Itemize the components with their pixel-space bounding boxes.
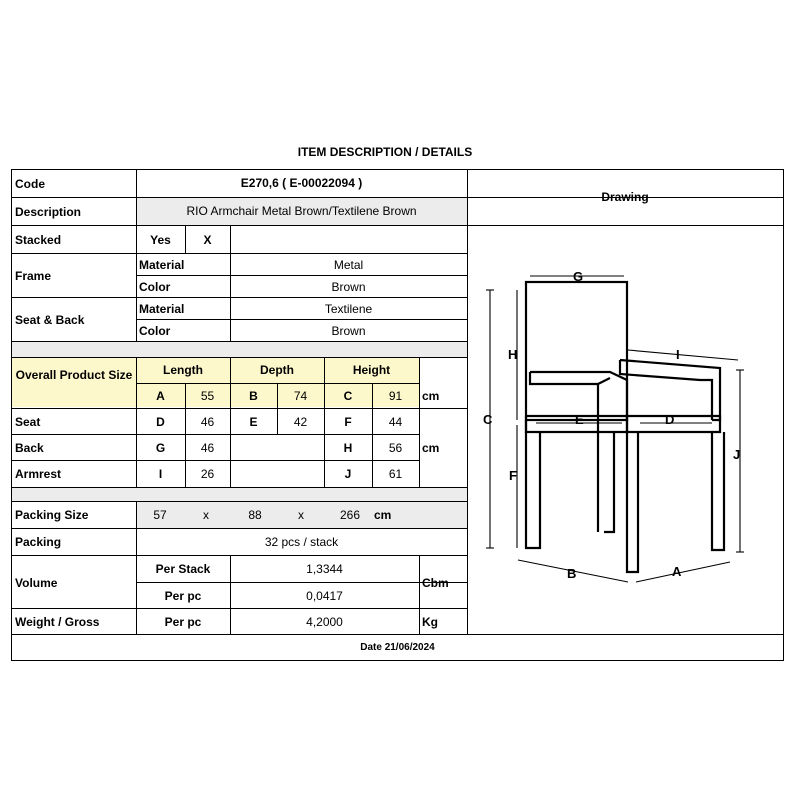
stacked-yes: Yes: [150, 233, 171, 247]
packing-size-width: 88: [248, 508, 262, 522]
rule: [136, 275, 467, 276]
rule: [12, 460, 419, 461]
back-label: Back: [15, 441, 44, 455]
height-header: Height: [352, 363, 391, 377]
dim-value-f: 44: [388, 415, 403, 429]
backrest-outline: [526, 282, 627, 420]
weight-value: 4,2000: [306, 615, 343, 629]
code-label: Code: [15, 177, 45, 191]
packing-size-x2: x: [298, 508, 304, 522]
packing-size-label: Packing Size: [15, 508, 89, 522]
diagram-letter-d: D: [665, 412, 675, 427]
rule: [12, 528, 467, 529]
dim-value-i: 26: [200, 467, 215, 481]
seat-back-material: Textilene: [324, 302, 373, 316]
dim-letter-j: J: [344, 467, 352, 481]
frame-material-label: Material: [139, 258, 185, 272]
dim-value-e: 42: [293, 415, 308, 429]
rule: [12, 357, 467, 358]
volume-label: Volume: [15, 576, 58, 590]
volume-per-pc: 0,0417: [306, 589, 343, 603]
rule: [467, 170, 468, 634]
rule: [12, 341, 467, 342]
rule: [12, 408, 467, 409]
code-value: E270,6 ( E-00022094 ): [240, 176, 363, 190]
dim-letter-b: B: [249, 389, 258, 403]
diagram-letter-c: C: [483, 412, 493, 427]
dim-value-h: 56: [388, 441, 403, 455]
packing-size-x1: x: [203, 508, 209, 522]
frame-material: Metal: [333, 258, 364, 272]
leg-front-left: [627, 432, 638, 572]
armrest-right: [620, 360, 720, 420]
leg-back-left: [526, 420, 540, 548]
rule: [419, 357, 420, 487]
leg-back-right: [604, 432, 614, 532]
dim-value-b: 74: [293, 389, 308, 403]
diagram-letter-f: F: [509, 468, 517, 483]
weight-unit: Kg: [422, 615, 438, 629]
diagram-letter-e: E: [575, 412, 584, 427]
dim-value-a: 55: [200, 389, 215, 403]
armrest-right-inner: [620, 360, 712, 420]
dim-line-i: [628, 350, 738, 360]
diagram-letter-j: J: [733, 447, 741, 462]
armrest-left-inner: [530, 372, 610, 384]
dim-letter-g: G: [155, 441, 166, 455]
rule: [230, 225, 231, 253]
rule: [12, 487, 467, 488]
volume-unit: Cbm: [422, 576, 449, 590]
dim-letter-e: E: [249, 415, 258, 429]
diagram-letter-g: G: [573, 269, 584, 284]
dim-unit-detail: cm: [422, 441, 440, 455]
rule: [12, 434, 419, 435]
diagram-letter-h: H: [508, 347, 518, 362]
diagram-letter-i: I: [676, 347, 680, 362]
packing-label: Packing: [15, 535, 62, 549]
volume-per-stack-label: Per Stack: [155, 562, 211, 576]
length-header: Length: [163, 363, 203, 377]
dim-value-g: 46: [200, 441, 215, 455]
dim-letter-d: D: [156, 415, 165, 429]
seat-back-label: Seat & Back: [15, 313, 85, 327]
volume-per-pc-label: Per pc: [164, 589, 202, 603]
packing-size-length: 57: [153, 508, 167, 522]
seat-back-color: Brown: [331, 324, 366, 338]
rule: [136, 170, 137, 341]
frame-label: Frame: [15, 269, 52, 283]
chair-drawing: [469, 226, 783, 634]
drawing-label: Drawing: [601, 190, 649, 204]
dim-letter-c: C: [343, 389, 353, 403]
weight-label: Weight / Gross: [15, 615, 100, 629]
volume-per-stack: 1,3344: [306, 562, 343, 576]
seat-back-material-label: Material: [139, 302, 185, 316]
rule: [12, 634, 783, 635]
leg-front-right: [712, 432, 724, 550]
dim-unit-overall: cm: [422, 389, 440, 403]
dim-line-a: [636, 562, 730, 582]
weight-per-pc-label: Per pc: [164, 615, 202, 629]
packing-size-unit: cm: [374, 508, 392, 522]
rule: [12, 555, 467, 556]
rule: [12, 253, 467, 254]
armrest-label: Armrest: [15, 467, 62, 481]
dim-letter-f: F: [344, 415, 352, 429]
stacked-label: Stacked: [15, 233, 62, 247]
packing-size-height: 266: [339, 508, 361, 522]
date-stamp: Date 21/06/2024: [360, 642, 435, 653]
seat-back-color-label: Color: [139, 324, 171, 338]
diagram-letter-b: B: [567, 566, 577, 581]
rule: [136, 582, 467, 583]
rule: [12, 608, 467, 609]
rule: [419, 555, 420, 634]
packing-value: 32 pcs / stack: [264, 535, 339, 549]
dim-letter-i: I: [158, 467, 163, 481]
description-label: Description: [15, 205, 82, 219]
description-value: RIO Armchair Metal Brown/Textilene Brown: [186, 204, 417, 218]
rule: [12, 501, 467, 502]
rule: [136, 319, 467, 320]
depth-header: Depth: [260, 363, 294, 377]
rule: [12, 297, 467, 298]
stacked-mark: X: [203, 233, 212, 247]
diagram-letter-a: A: [672, 564, 682, 579]
seat-label: Seat: [15, 415, 41, 429]
dim-value-c: 91: [388, 389, 403, 403]
dim-letter-h: H: [343, 441, 353, 455]
overall-size-label: Overall Product Size: [15, 368, 133, 382]
page-title: ITEM DESCRIPTION / DETAILS: [297, 145, 473, 159]
frame-color-label: Color: [139, 280, 171, 294]
frame-color: Brown: [331, 280, 366, 294]
dim-value-j: 61: [388, 467, 403, 481]
dim-letter-a: A: [156, 389, 165, 403]
dim-value-d: 46: [200, 415, 215, 429]
